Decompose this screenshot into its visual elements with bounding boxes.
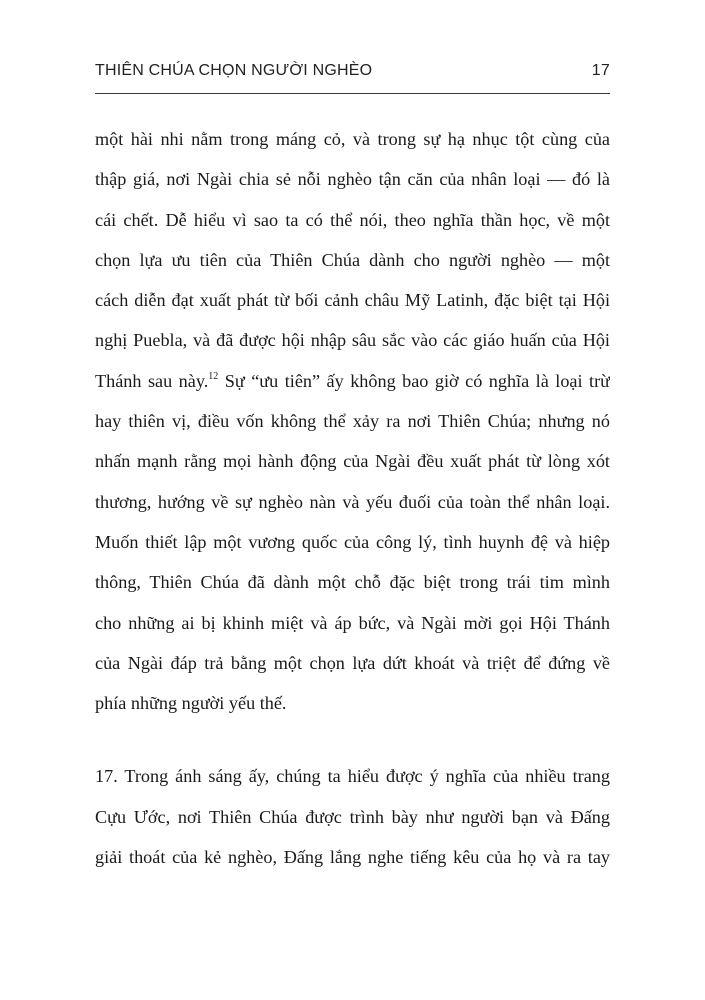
text-line: thông, Thiên Chúa đã dành một chỗ đặc biệt trong trái tim mình [95, 572, 610, 593]
text-line: Muốn thiết lập một vương quốc của công lý, tình huynh đệ và hiệp [95, 531, 610, 552]
text-line: cách diễn đạt xuất phát từ bối cảnh châu Mỹ Latinh, đặc biệt tại Hội [95, 290, 610, 311]
text-line: thương, hướng về sự nghèo nàn và yếu đuối của toàn thể nhân loại. [95, 491, 610, 512]
text-line: nghị Puebla, và đã được hội nhập sâu sắc vào các giáo huấn của Hội [95, 330, 610, 351]
paragraph-gap [95, 723, 610, 756]
line-segment: Thánh sau này. [95, 370, 209, 391]
text-line: hay thiên vị, điều vốn không thể xảy ra nơi Thiên Chúa; nhưng nó [95, 411, 610, 432]
text-line: chọn lựa ưu tiên của Thiên Chúa dành cho người nghèo — một [95, 249, 610, 270]
text-line: phía những người yếu thế. [95, 693, 287, 714]
text-line: của Ngài đáp trả bằng một chọn lựa dứt khoát và triệt để đứng về [95, 652, 610, 673]
line-segment: Sự “ưu tiên” ấy không bao giờ có nghĩa là loại trừ [218, 370, 610, 391]
header-rule [95, 93, 610, 94]
text-line: giải thoát của kẻ nghèo, Đấng lắng nghe tiếng kêu của họ và ra tay [95, 847, 610, 868]
text-line: một hài nhi nằm trong máng cỏ, và trong sự hạ nhục tột cùng của [95, 129, 610, 149]
text-line: thập giá, nơi Ngài chia sẻ nỗi nghèo tận căn của nhân loại — đó là [95, 169, 610, 190]
page-number: 17 [591, 62, 610, 79]
text-line: nhấn mạnh rằng mọi hành động của Ngài đều xuất phát từ lòng xót [95, 451, 610, 472]
text-line: 17. Trong ánh sáng ấy, chúng ta hiểu được ý nghĩa của nhiều trang [95, 766, 610, 787]
footnote-reference: 12 [208, 370, 219, 382]
text-line: Cựu Ước, nơi Thiên Chúa được trình bày như người bạn và Đấng [95, 806, 610, 827]
text-line: cái chết. Dễ hiểu vì sao ta có thể nói, theo nghĩa thần học, về một [95, 209, 610, 230]
body-text [95, 119, 610, 877]
running-title: THIÊN CHÚA CHỌN NGƯỜI NGHÈO [95, 62, 373, 79]
paragraph-1 [95, 119, 610, 723]
text-line-with-footnote [95, 361, 610, 401]
running-header [95, 62, 610, 86]
paragraph-2 [95, 756, 610, 877]
text-line: cho những ai bị khinh miệt và áp bức, và Ngài mời gọi Hội Thánh [95, 612, 610, 633]
